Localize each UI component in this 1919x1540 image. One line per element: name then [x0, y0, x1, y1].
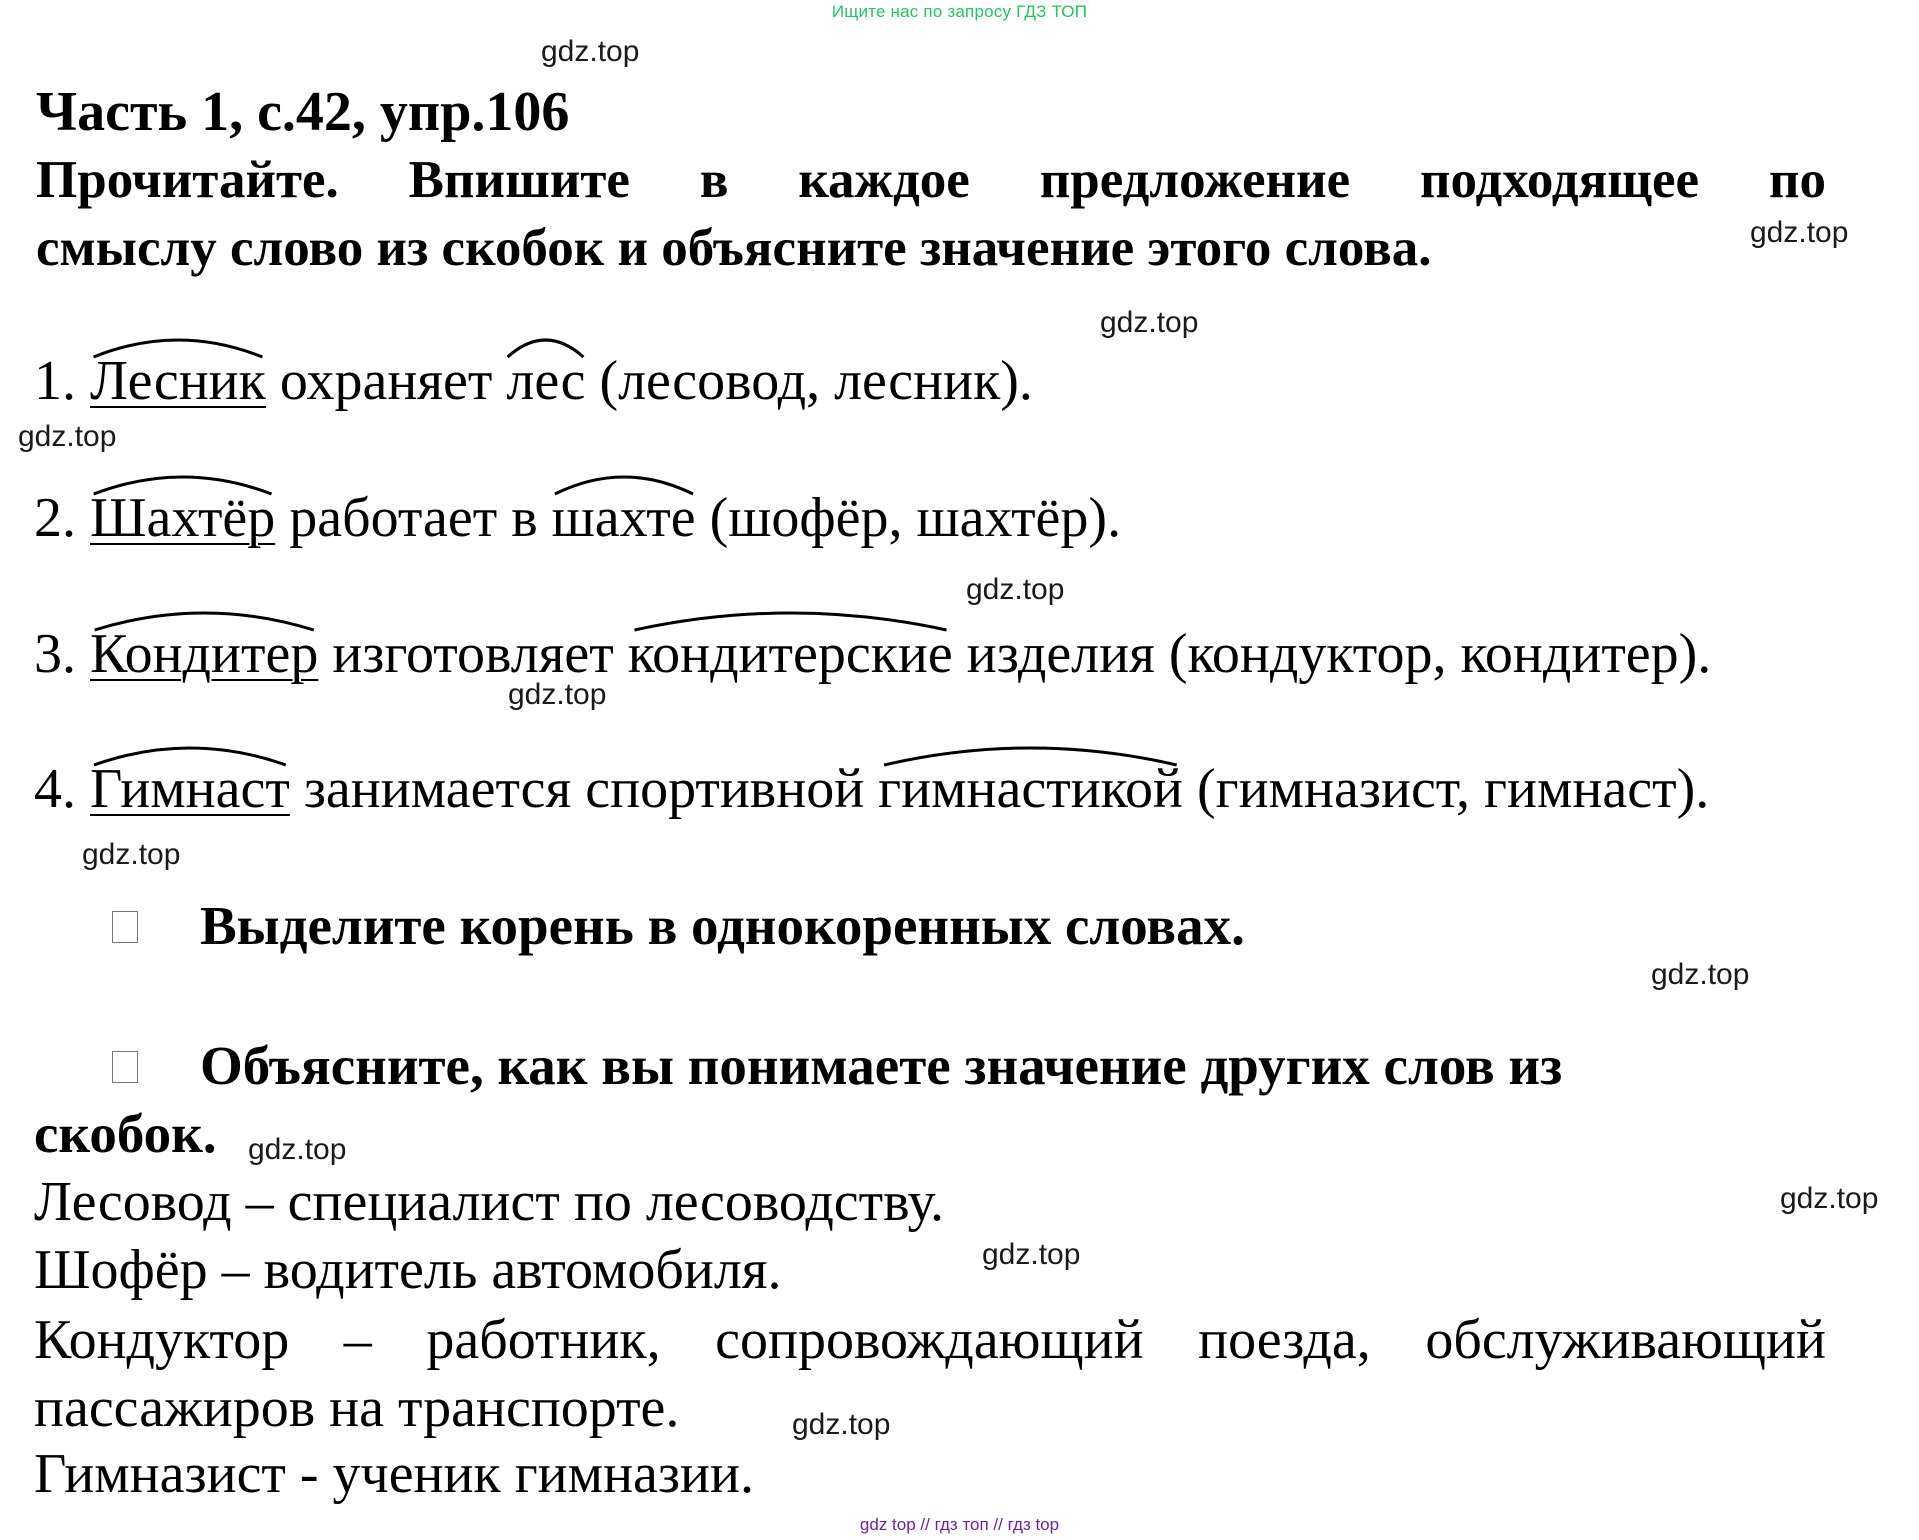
watermark: gdz.top	[248, 1133, 347, 1166]
checkbox-bullet-icon	[112, 911, 138, 943]
sentence-4	[34, 757, 1709, 821]
answer-4: Гимназист - ученик гимназии.	[34, 1443, 754, 1505]
watermark: gdz.top	[508, 678, 607, 711]
watermark: gdz.top	[966, 573, 1065, 606]
sentence-1	[34, 349, 1033, 413]
sentence-text: охраняет	[265, 350, 507, 412]
sentence-text: (лесовод, лесник).	[585, 350, 1033, 412]
root-word: гимнастикой	[878, 757, 1183, 821]
watermark: gdz.top	[1100, 306, 1199, 339]
sentence-number: 4.	[34, 758, 76, 820]
sentence-number: 3.	[34, 623, 76, 685]
checkbox-bullet-icon	[112, 1051, 138, 1083]
watermark: gdz.top	[1780, 1182, 1879, 1215]
watermark: gdz.top	[82, 838, 181, 871]
sentence-text: (гимназист, гимнаст).	[1183, 758, 1710, 820]
answer-word: Кондитер	[90, 622, 318, 686]
sentence-text: занимается спортивной	[289, 758, 879, 820]
sentence-text: работает в	[275, 487, 552, 549]
task-2	[112, 1034, 1562, 1097]
root-word: кондитерские	[628, 622, 953, 686]
search-hint: Ищите нас по запросу ГДЗ ТОП	[831, 2, 1088, 21]
instruction	[36, 146, 1826, 282]
sentence-text: изделия (кондуктор, кондитер).	[952, 623, 1712, 685]
task-2-text-line-2: скобок.	[34, 1103, 217, 1164]
sentence-2	[34, 486, 1121, 550]
answer-3-line-1: Кондуктор – работник, сопровождающий поезда, обслуживающий	[34, 1309, 1826, 1371]
answer-word: Шахтёр	[90, 486, 275, 550]
task-1-text: Выделите корень в однокоренных словах.	[200, 895, 1245, 956]
watermark: gdz.top	[1651, 958, 1750, 991]
instruction-line-2: смыслу слово из скобок и объясните значение этого слова.	[36, 219, 1432, 277]
sentence-number: 2.	[34, 487, 76, 549]
answer-2: Шофёр – водитель автомобиля.	[34, 1239, 782, 1301]
answer-word: Гимнаст	[90, 757, 290, 821]
task-1	[112, 894, 1245, 957]
answer-word: Лесник	[90, 349, 266, 413]
watermark: gdz.top	[18, 420, 117, 453]
sentence-number: 1.	[34, 350, 76, 412]
watermark: gdz.top	[1750, 216, 1849, 249]
watermark: gdz.top	[541, 35, 640, 68]
root-word: шахте	[552, 486, 696, 550]
sentence-3	[34, 622, 1711, 686]
instruction-line-1: Прочитайте. Впишите в каждое предложение подходящее по	[36, 151, 1826, 209]
answer-1: Лесовод – специалист по лесоводству.	[34, 1171, 945, 1233]
answer-3-line-2: пассажиров на транспорте.	[34, 1377, 680, 1439]
footer-links: gdz top // гдз топ // гдз top	[859, 1515, 1060, 1534]
answer-3	[34, 1306, 1826, 1442]
task-2-text-line-1: Объясните, как вы понимаете значение других слов из	[200, 1035, 1563, 1096]
exercise-title: Часть 1, с.42, упр.106	[36, 81, 570, 143]
watermark: gdz.top	[792, 1408, 891, 1441]
root-word: лес	[506, 349, 585, 413]
sentence-text: (шофёр, шахтёр).	[695, 487, 1122, 549]
watermark: gdz.top	[982, 1238, 1081, 1271]
sentence-text: изготовляет	[318, 623, 628, 685]
